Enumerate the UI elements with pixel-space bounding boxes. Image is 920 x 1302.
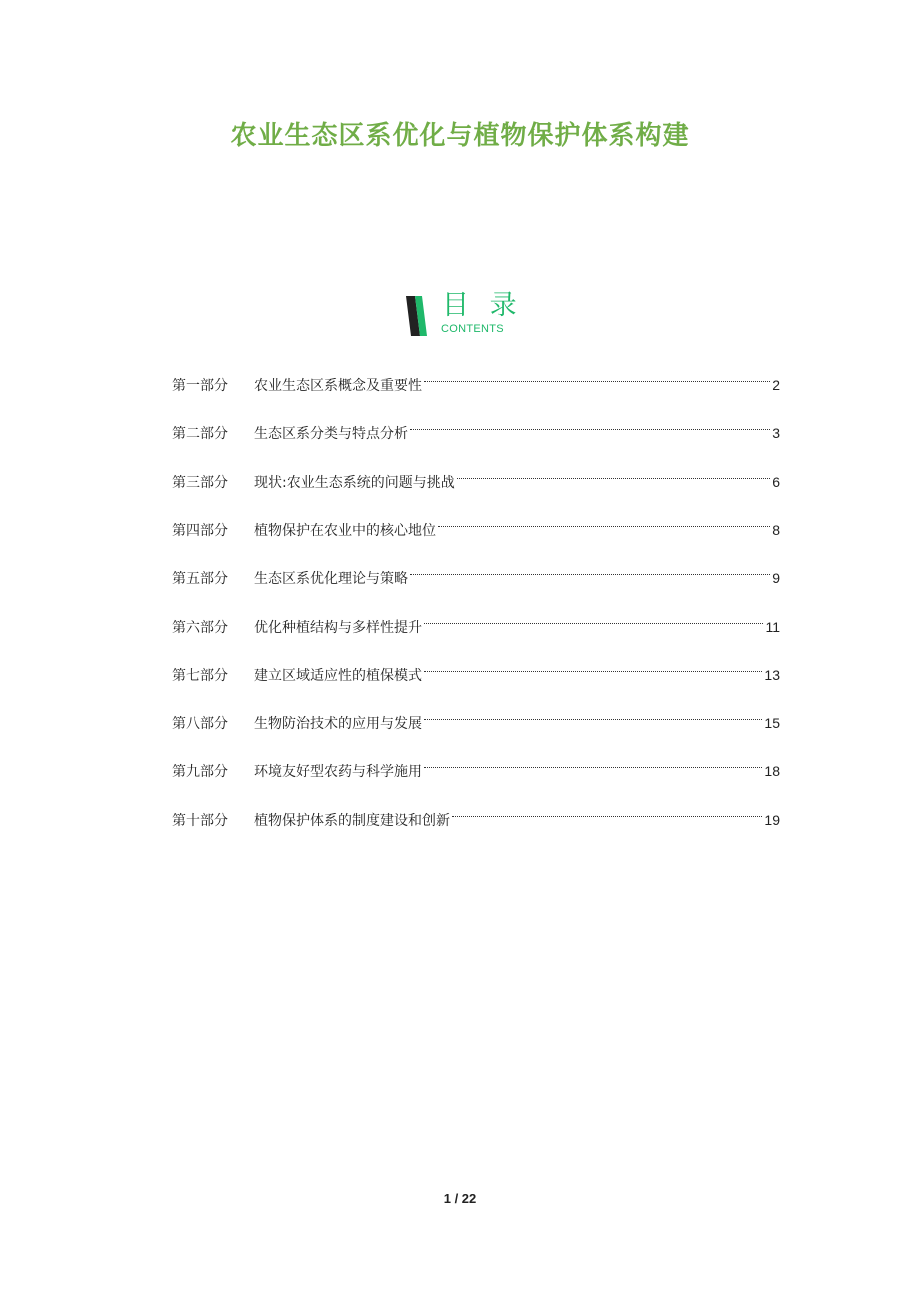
toc-entry-leader xyxy=(424,602,763,632)
toc-entry-page: 6 xyxy=(772,473,780,490)
toc-entry-title: 生物防治技术的应用与发展 xyxy=(254,716,422,733)
toc-entry-title: 优化种植结构与多样性提升 xyxy=(254,619,422,636)
toc-entry[interactable] xyxy=(172,408,780,443)
toc-entry[interactable] xyxy=(172,746,780,781)
toc-entry[interactable] xyxy=(172,650,780,684)
toc-heading: 目 录 xyxy=(442,290,523,321)
toc-entry-leader xyxy=(438,505,770,535)
toc-entry-leader xyxy=(424,360,770,390)
toc-entry-leader xyxy=(424,650,762,680)
toc-entry-title: 农业生态区系概念及重要性 xyxy=(254,378,422,394)
toc-entry-page: 8 xyxy=(772,521,780,538)
toc-entry[interactable] xyxy=(172,698,780,733)
toc-entry-page: 11 xyxy=(765,618,780,635)
toc-entry-leader xyxy=(424,746,762,776)
toc-entry-page: 13 xyxy=(764,666,780,683)
toc-entry-leader xyxy=(452,795,762,825)
toc-entry[interactable] xyxy=(172,553,780,588)
toc-entry-title: 植物保护体系的制度建设和创新 xyxy=(254,812,450,829)
toc-entry-part: 第六部分 xyxy=(172,619,228,636)
toc-entry-title: 环境友好型农药与科学施用 xyxy=(254,764,422,781)
document-title: 农业生态区系优化与植物保护体系构建 xyxy=(230,121,690,151)
toc-entry-title: 现状:农业生态系统的问题与挑战 xyxy=(254,474,455,491)
toc-entry-page: 2 xyxy=(772,377,780,393)
toc-entry-page: 18 xyxy=(764,763,780,780)
toc-entry-part: 第四部分 xyxy=(172,522,228,539)
toc-entry-part: 第一部分 xyxy=(172,378,228,394)
toc-entry-part: 第十部分 xyxy=(172,812,228,829)
toc-entry-page: 3 xyxy=(772,425,780,442)
toc-entry-part: 第八部分 xyxy=(172,716,228,733)
toc-entry-page: 19 xyxy=(764,811,780,828)
toc-entry-leader xyxy=(410,553,770,583)
toc-logo-icon xyxy=(406,296,428,336)
toc-entry-leader xyxy=(410,408,770,438)
toc-entry[interactable] xyxy=(172,457,780,491)
toc-entry-leader xyxy=(424,698,762,728)
toc-entry-part: 第二部分 xyxy=(172,426,228,443)
toc-entry-page: 9 xyxy=(772,570,780,587)
toc-entry-page: 15 xyxy=(764,715,780,732)
toc-entry-title: 生态区系分类与特点分析 xyxy=(254,426,408,443)
toc-subheading: CONTENTS xyxy=(441,323,504,335)
toc-entry-part: 第五部分 xyxy=(172,571,228,588)
toc-entry-title: 生态区系优化理论与策略 xyxy=(254,571,408,588)
toc-entry[interactable] xyxy=(172,602,780,636)
toc-entry[interactable] xyxy=(172,795,780,829)
page-number: 1 / 22 xyxy=(443,1191,477,1206)
toc-entry[interactable] xyxy=(172,360,780,394)
toc-entry-title: 建立区域适应性的植保模式 xyxy=(254,667,422,684)
toc-entry-title: 植物保护在农业中的核心地位 xyxy=(254,522,436,539)
toc-entry-part: 第九部分 xyxy=(172,764,228,781)
toc-entry[interactable] xyxy=(172,505,780,539)
toc-entry-part: 第三部分 xyxy=(172,474,228,491)
toc-header xyxy=(406,290,526,338)
toc-entry-leader xyxy=(457,457,770,487)
toc-entry-part: 第七部分 xyxy=(172,667,228,684)
